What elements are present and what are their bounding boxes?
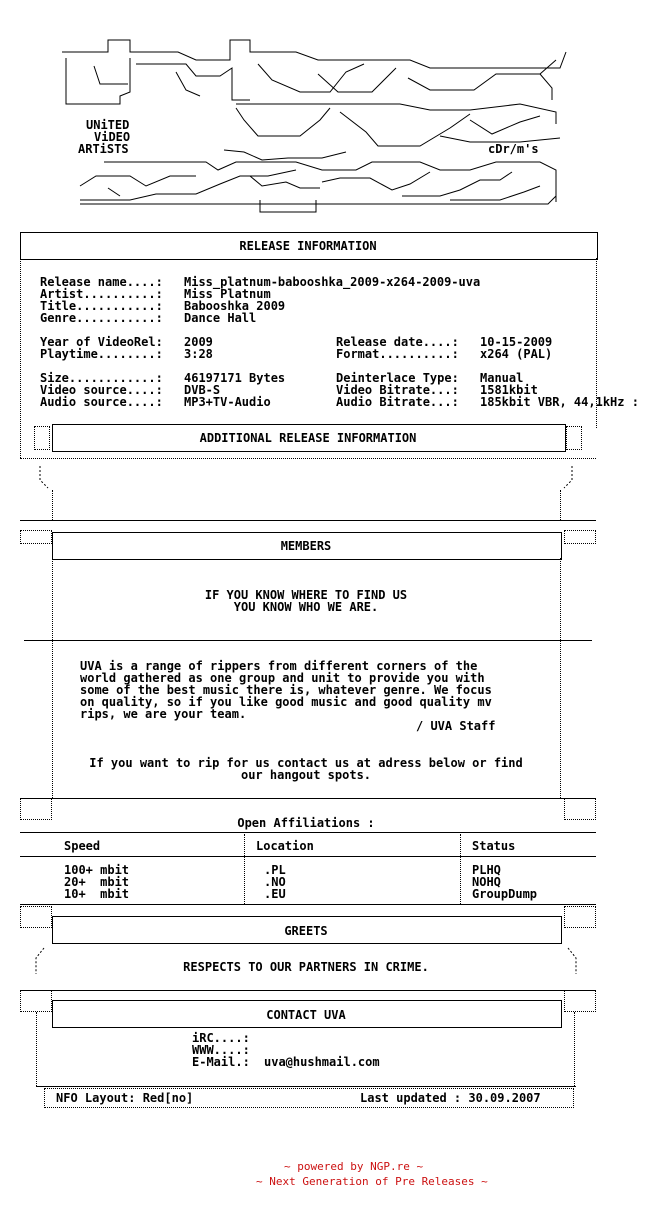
email-value: uva@hushmail.com xyxy=(264,1055,380,1069)
powered-by-line: ~ powered by NGP.re ~ xyxy=(284,1160,424,1173)
divider-corners xyxy=(0,462,664,522)
members-signature: / UVA Staff xyxy=(416,719,496,733)
members-contact-line-2: our hangout spots. xyxy=(240,768,372,782)
greets-text: RESPECTS TO OUR PARTNERS IN CRIME. xyxy=(183,960,429,974)
members-tagline-1: IF YOU KNOW WHERE TO FIND US xyxy=(204,588,408,602)
members-header: MEMBERS xyxy=(280,539,332,553)
logo-tag: cDr/m's xyxy=(488,142,539,156)
uva-ascii-logo xyxy=(0,0,664,220)
release-info-header: RELEASE INFORMATION xyxy=(239,239,377,253)
additional-info-header: ADDITIONAL RELEASE INFORMATION xyxy=(199,431,417,445)
affiliations-header: Open Affiliations : xyxy=(237,816,375,830)
contact-header: CONTACT UVA xyxy=(266,1008,346,1022)
footer-layout: NFO Layout: Red[no] xyxy=(56,1091,194,1105)
footer-updated: Last updated : 30.09.2007 xyxy=(360,1091,541,1105)
powered-tagline: ~ Next Generation of Pre Releases ~ xyxy=(256,1175,488,1188)
members-contact-line-1: If you want to rip for us contact us at adress below or find xyxy=(89,756,523,770)
affiliations-col-location: Location xyxy=(256,839,314,853)
members-tagline-2: YOU KNOW WHO WE ARE. xyxy=(233,600,379,614)
affiliations-col-speed: Speed xyxy=(64,839,101,853)
nfo-document: UNiTED ViDEO ARTiSTS cDr/m's RELEASE INFORMATION Release name....: Miss_platnum-babooshka_2009-x264-2009-uva Artist..........: Miss Platnum Title...........: Babooshka 2009 Genre...........: Dance Hall Year of VideoRel: 2009 Release date....: 10-15-2009 Playtime........: 3:28 Format..........: x264 (PAL) Size............: 46197171 Bytes Deinterlace Type: Manual Video source....: DVB-S Video Bitrate...: 1581kbit Audio source....: MP3+TV-Audio Audio Bitrate...: 185kbit VBR, 44,1kHz : ADDITIONAL RELEASE INFORMATION MEMBERS IF YOU KNOW WHERE TO FIND US YOU KNOW WHO WE ARE. UVA is a range of rippers from different corners of the world gathered as one group and unit to provide you with some of the best music there is, whatever genre. We focus on quality, so if you like good music and good quality mv rips, we are your team. / UVA Staff If you want to rip for us contact us at adress below or find our hangout spots. Open Affiliations : Speed Location Status 100+ mbit .PL PLHQ 20+ mbit .NO NOHQ 10+ mbit .EU GroupDump GREETS RESPECTS TO OUR PARTNERS IN CRIME. CONTACT UVA iRC....: WWW....: E-Mail.: uva@hushmail.com NFO Layout: Red[no] Last updated : 30.09.2007 ~ powered by NGP.re ~ ~ Next Generation of Pre Releases ~ xyxy=(0,0,664,1212)
greets-header: GREETS xyxy=(284,924,328,938)
logo-side-line-2: ViDEO xyxy=(94,130,131,144)
affiliations-col-status: Status xyxy=(472,839,516,853)
logo-side-line-1: UNiTED xyxy=(86,118,130,132)
logo-side-line-3: ARTiSTS xyxy=(78,142,129,156)
